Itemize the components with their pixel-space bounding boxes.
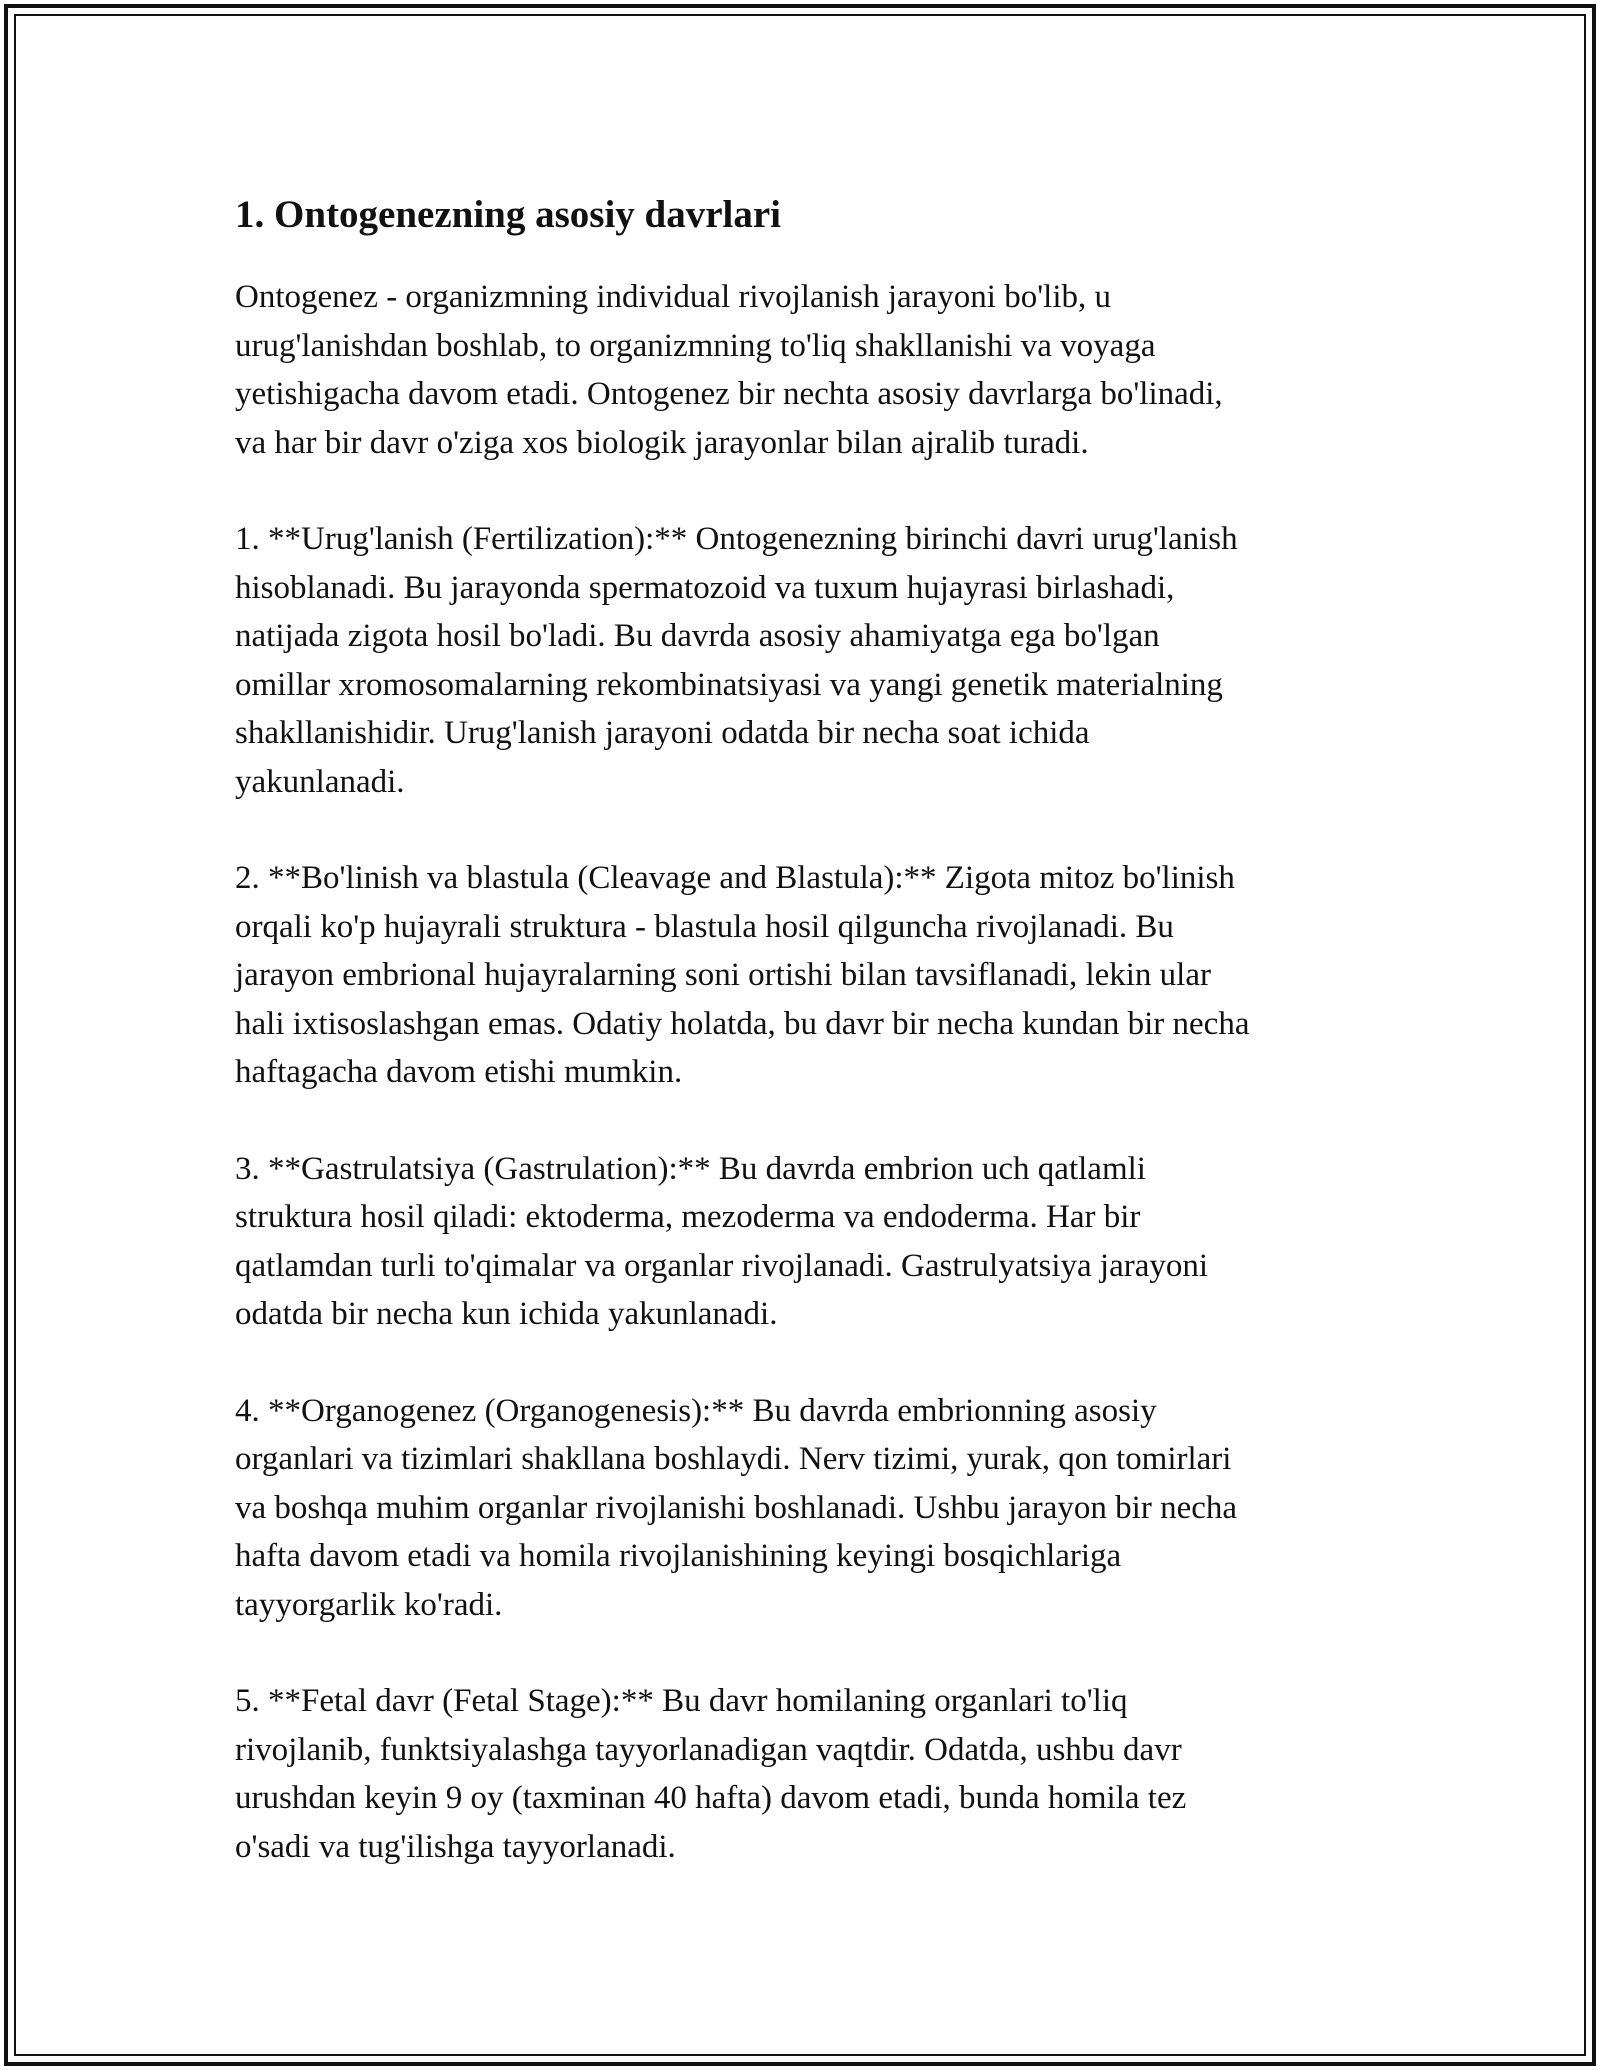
document-body <box>235 185 1375 1919</box>
gastrulation-paragraph: 3. **Gastrulatsiya (Gastrulation):** Bu davrda embrion uch qatlamli struktura hosil qiladi: ektoderma, mezoderma va endoderma. Har bir qatlamdan turli to'qimalar va organlar rivojlanadi. Gastrulyatsiya jarayoni odatda bir necha kun ichida yakunlanadi. <box>235 1150 1209 1332</box>
cleavage-blastula-paragraph: 2. **Bo'linish va blastula (Cleavage and Blastula):** Zigota mitoz bo'linish orqali ko'p hujayrali struktura - blastula hosil qilguncha rivojlanadi. Bu jarayon embrional hujayralarning soni ortishi bilan tavsiflanadi, lekin ular hali ixtisoslashgan emas. Odatiy holatda, bu davr bir necha kundan bir necha haftagacha davom etishi mumkin. <box>235 860 1250 1090</box>
fetal-stage-paragraph: 5. **Fetal davr (Fetal Stage):** Bu davr homilaning organlari to'liq rivojlanib, funktsiyalashga tayyorlanadigan vaqtdir. Odatda, ushbu davr urushdan keyin 9 oy (taxminan 40 hafta) davom etadi, bunda homila tez o'sadi va tug'ilishga tayyorlanadi. <box>235 1683 1187 1865</box>
intro-paragraph: Ontogenez - organizmning individual rivojlanish jarayoni bo'lib, u urug'lanishdan boshlab, to organizmning to'liq shakllanishi va voyaga yetishigacha davom etadi. Ontogenez bir nechta asosiy davrlarga bo'linadi, va har bir davr o'ziga xos biologik jarayonlar bilan ajralib turadi. <box>235 279 1223 461</box>
section-heading: 1. Ontogenezning asosiy davrlari <box>235 193 782 236</box>
organogenesis-paragraph: 4. **Organogenez (Organogenesis):** Bu davrda embrionning asosiy organlari va tizimlari shakllana boshlaydi. Nerv tizimi, yurak, qon tomirlari va boshqa muhim organlar rivojlanishi boshlanadi. Ushbu jarayon bir necha hafta davom etadi va homila rivojlanishining keyingi bosqichlariga tayyorgarlik ko'radi. <box>235 1392 1238 1623</box>
fertilization-paragraph: 1. **Urug'lanish (Fertilization):** Ontogenezning birinchi davri urug'lanish hisoblanadi. Bu jarayonda spermatozoid va tuxum hujayrasi birlashadi, natijada zigota hosil bo'ladi. Bu davrda asosiy ahamiyatga ega bo'lgan omillar xromosomalarning rekombinatsiyasi va yangi genetik materialning shakllanishidir. Urug'lanish jarayoni odatda bir necha soat ichida yakunlanadi. <box>235 521 1238 800</box>
